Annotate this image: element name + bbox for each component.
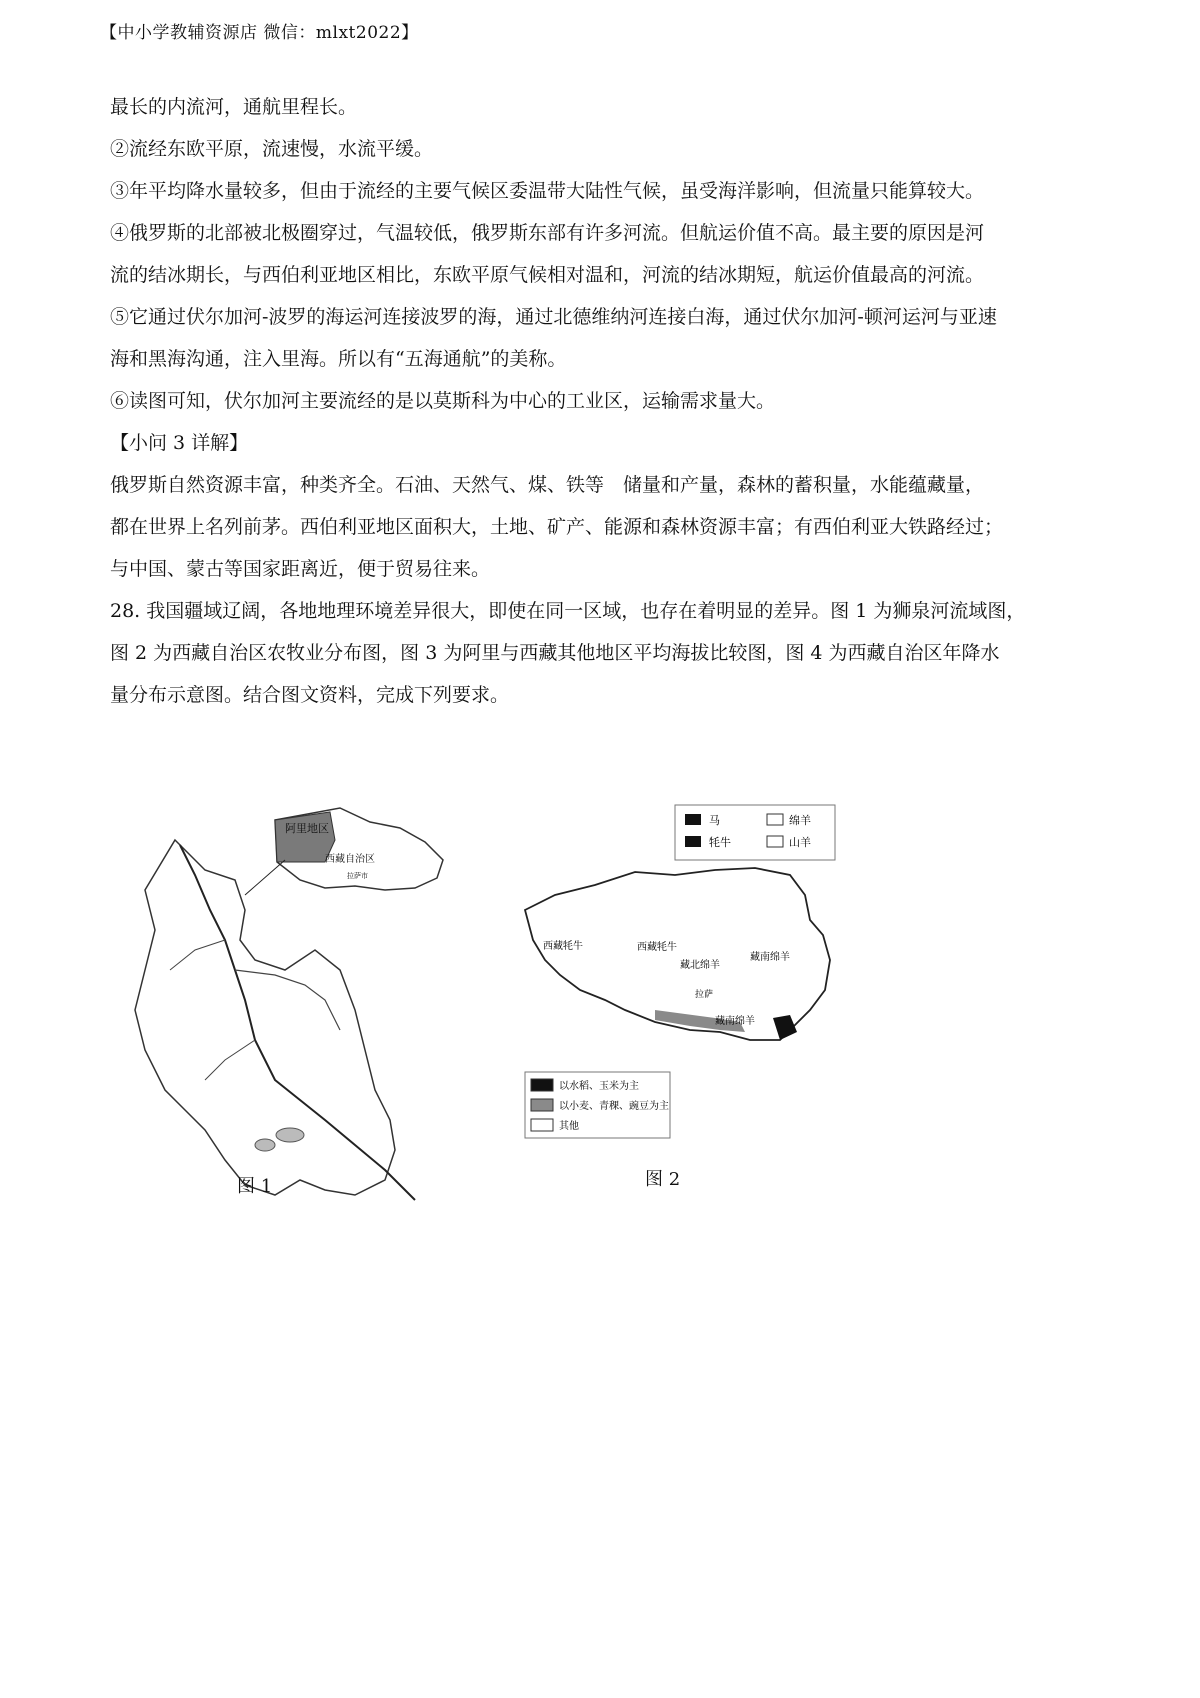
figure-1-caption: 图 1	[237, 1176, 273, 1197]
text-line: ⑥读图可知，伏尔加河主要流经的是以莫斯科为中心的工业区，运输需求量大。	[110, 390, 776, 412]
answer-text	[110, 86, 1100, 716]
map-label-sheep-north: 藏北绵羊	[680, 960, 720, 971]
sheep-icon	[767, 814, 783, 825]
animal-legend-box	[675, 805, 835, 860]
tributary-line	[170, 940, 225, 970]
map-label-yak-central: 西藏牦牛	[637, 942, 677, 953]
section-heading: 【小问 3 详解】	[110, 432, 249, 454]
tributary-line	[205, 1040, 255, 1080]
text-line: ⑤它通过伏尔加河-波罗的海运河连接波罗的海，通过北德维纳河连接白海，通过伏尔加河-顿河运河与亚速	[110, 306, 997, 328]
shiquan-river-line	[180, 845, 415, 1200]
text-line: 都在世界上名列前茅。西伯利亚地区面积大，土地、矿产、能源和森林资源丰富；有西伯利亚大铁路经过；	[110, 516, 1004, 538]
inset-pointer	[245, 860, 285, 895]
text-line: 与中国、蒙古等国家距离近，便于贸易往来。	[110, 558, 491, 580]
text-line: ③年平均降水量较多，但由于流经的主要气候区委温带大陆性气候，虽受海洋影响，但流量只能算较大。	[110, 180, 985, 202]
text-line: 最长的内流河，通航里程长。	[110, 96, 358, 118]
text-line: 俄罗斯自然资源丰富，种类齐全。石油、天然气、煤、铁等 储量和产量，森林的蓄积量，水能蕴藏量，	[110, 474, 985, 496]
legend-wheat-label: 以小麦、青稞、豌豆为主	[559, 1101, 669, 1112]
question-text: 28. 我国疆域辽阔，各地地理环境差异很大，即使在同一区域，也存在着明显的差异。图 1 为狮泉河流域图，	[110, 600, 1026, 622]
figure-1-map	[125, 800, 455, 1220]
figure-2-caption: 图 2	[645, 1169, 681, 1190]
text-line: ④俄罗斯的北部被北极圈穿过，气温较低，俄罗斯东部有许多河流。但航运价值不高。最主要的原因是河	[110, 222, 985, 244]
xizang-label: 西藏自治区	[325, 854, 375, 865]
watermark-header: 【中小学教辅资源店 微信：mlxt2022】	[100, 23, 419, 43]
legend-goat-label: 山羊	[789, 836, 811, 849]
yak-icon	[685, 836, 701, 847]
question-text: 量分布示意图。结合图文资料，完成下列要求。	[110, 684, 510, 706]
text-line: ②流经东欧平原，流速慢，水流平缓。	[110, 138, 434, 160]
agriculture-map-graphic	[505, 800, 875, 1220]
question-text: 图 2 为西藏自治区农牧业分布图，图 3 为阿里与西藏其他地区平均海拔比较图，图 4 为西藏自治区年降水	[110, 642, 1000, 664]
figure-2-map	[505, 800, 875, 1220]
map-label-lhasa: 拉萨	[695, 990, 714, 1000]
legend-horse-label: 马	[709, 814, 720, 827]
ali-region-label: 阿里地区	[285, 822, 329, 835]
lhasa-label: 拉萨市	[347, 872, 368, 880]
map-label-sheep-east: 藏南绵羊	[750, 952, 790, 963]
goat-icon	[767, 836, 783, 847]
legend-rice-label: 以水稻、玉米为主	[559, 1081, 639, 1092]
other-swatch	[531, 1119, 553, 1131]
legend-yak-label: 牦牛	[709, 836, 731, 849]
legend-other-label: 其他	[559, 1121, 579, 1132]
text-line: 流的结冰期长，与西伯利亚地区相比，东欧平原气候相对温和，河流的结冰期短，航运价值最高的河流。	[110, 264, 985, 286]
legend-sheep-label: 绵羊	[789, 814, 811, 827]
map-label-yak-west: 西藏牦牛	[543, 941, 583, 952]
lake-symbol	[276, 1128, 304, 1142]
horse-icon	[685, 814, 701, 825]
lake-symbol	[255, 1139, 275, 1151]
shiquan-river-map-graphic	[125, 800, 455, 1220]
text-line: 海和黑海沟通，注入里海。所以有“五海通航”的美称。	[110, 348, 567, 370]
rice-swatch	[531, 1079, 553, 1091]
wheat-swatch	[531, 1099, 553, 1111]
map-label-sheep-south: 藏南绵羊	[715, 1016, 755, 1027]
